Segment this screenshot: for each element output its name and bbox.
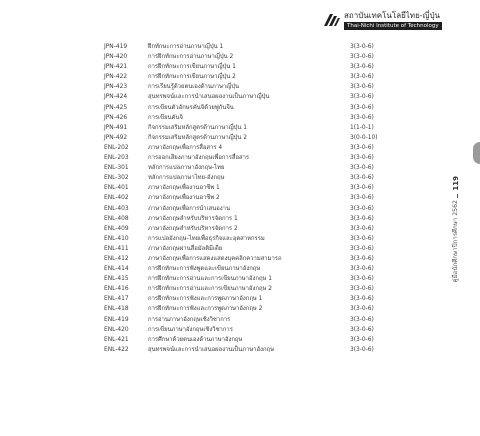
course-credit: 3(3-0-6) [350,215,374,222]
page-header [323,10,473,36]
course-name: การฝึกทักษะการอ่านภาษาญี่ปุ่น 2 [148,54,234,61]
course-credit: 3(3-0-6) [350,54,374,61]
course-name: การเขียนคันจิ [148,114,183,121]
course-row [104,294,374,304]
course-credit: 3(3-0-6) [350,346,374,353]
course-code: ENL-419 [104,316,129,323]
section-label: คู่มือนักศึกษาปีการศึกษา 2562 [452,200,459,283]
course-code: ENL-420 [104,326,129,333]
course-code: JPN-426 [104,114,128,121]
course-code: JPN-420 [104,54,128,61]
course-credit: 3(3-0-6) [350,44,374,50]
course-name: การฝึกทักษะการอ่านและการเขียนภาษาอังกฤษ 2 [148,286,273,293]
course-credit: 3(3-0-6) [350,205,374,212]
course-code: ENL-203 [104,155,129,162]
course-row [104,123,374,133]
course-credit: 3(3-0-6) [350,175,374,182]
course-credit: 3(3-0-6) [350,195,374,202]
course-code: ENL-417 [104,296,129,303]
course-code: ENL-411 [104,245,129,252]
course-code: ENL-414 [104,266,129,273]
course-code: ENL-410 [104,235,129,242]
course-name: สุนทรพจน์และการนำเสนอผลงานเป็นภาษาญี่ปุ่น [148,94,270,101]
course-code: ENL-416 [104,286,129,293]
course-code: ENL-408 [104,215,129,222]
course-row [104,133,378,143]
course-credit: 3(3-0-6) [350,84,374,91]
course-name: หลักการแปลภาษาอังกฤษ-ไทย [148,165,225,172]
course-row [104,103,374,113]
course-row [104,315,374,325]
course-credit: 3(3-0-6) [350,104,374,111]
course-code: JPN-422 [104,74,128,81]
course-name: ภาษาอังกฤษเพื่อการสื่อสาร 4 [148,144,223,151]
course-name: ภาษาอังกฤษเพื่องานอาชีพ 2 [148,195,220,202]
course-row [104,284,374,294]
course-row [104,92,374,102]
course-credit: 3(3-0-6) [350,296,374,303]
course-code: ENL-401 [104,185,129,192]
course-credit: 3(3-0-6) [350,185,374,192]
course-list [104,42,378,355]
course-code: JPN-419 [104,44,128,50]
course-code: JPN-491 [104,124,128,131]
course-name: การออกเสียงภาษาอังกฤษเพื่อการสื่อสาร [148,155,250,162]
course-row [104,82,374,92]
course-row [104,163,374,173]
course-credit: 3(3-0-6) [350,316,374,323]
course-credit: 3(3-0-6) [350,94,374,101]
course-row [104,183,374,193]
course-credit: 3(3-0-6) [350,144,374,151]
course-name: ภาษาอังกฤษเพื่อการแสดงแสดงบุคคลิกความสามารถ [148,255,282,262]
course-name: การฝึกทักษะการเขียนภาษาญี่ปุ่น 1 [148,64,236,71]
course-name: ฝึกทักษะการอ่านภาษาญี่ปุ่น 1 [148,44,224,50]
course-row [104,274,374,284]
course-code: ENL-403 [104,205,129,212]
course-code: ENL-415 [104,276,129,283]
tni-logo-icon [323,13,341,27]
course-code: ENL-402 [104,195,129,202]
course-credit: 1(1-0-1) [350,124,374,131]
page-number: 119 [452,176,460,191]
course-code: JPN-492 [104,134,128,141]
course-code: ENL-301 [104,165,129,172]
course-credit: 3(3-0-6) [350,286,374,293]
course-name: สุนทรพจน์และการนำเสนอผลงานเป็นภาษาอังกฤษ [148,346,275,353]
course-credit: 3(0-0-10) [350,134,378,141]
course-name: การฝึกทักษะการเขียนภาษาญี่ปุ่น 2 [148,74,236,81]
course-code: ENL-422 [104,346,129,353]
course-name: การแปลอังกฤษ-ไทยเพื่อธุรกิจและอุตสาหกรรม [148,235,265,242]
course-row [104,244,374,254]
course-name: กิจกรรมเสริมหลักสูตรด้านภาษาญี่ปุ่น 2 [148,134,248,141]
course-row [104,234,374,244]
course-name: ภาษาอังกฤษเพื่อการนำเสนองาน [148,205,231,212]
course-credit: 3(3-0-6) [350,336,374,343]
side-tab-marker [473,142,480,164]
course-name: การศึกษาด้วยตนเองด้านภาษาอังกฤษ [148,336,243,343]
course-row [104,335,374,345]
course-code: ENL-409 [104,225,129,232]
course-credit: 3(3-0-6) [350,266,374,273]
course-name: การฝึกทักษะการฟังและการพูดภาษาอังกฤษ 1 [148,296,263,303]
course-credit: 3(3-0-6) [350,74,374,81]
course-credit: 3(3-0-6) [350,255,374,262]
course-code: JPN-425 [104,104,128,111]
course-name: ภาษาอังกฤษสำหรับบริหารจัดการ 2 [148,225,238,232]
course-credit: 3(3-0-6) [350,155,374,162]
course-name: การเขียนตัวอักษรคันจิด้วยพู่กันจีน [148,104,234,111]
course-name: การเขียนภาษาอังกฤษเชิงวิชาการ [148,326,233,333]
course-name: การฝึกทักษะการอ่านและการเขียนภาษาอังกฤษ 1 [148,276,273,283]
course-row [104,113,374,123]
course-row [104,52,374,62]
course-row [104,193,374,203]
course-name: ภาษาอังกฤษผ่านสื่อมัลติมีเดีย [148,245,223,252]
course-code: ENL-418 [104,306,129,313]
course-name: หลักการแปลภาษาไทย-อังกฤษ [148,175,225,182]
course-row [104,153,374,163]
course-code: JPN-421 [104,64,128,71]
course-row [104,204,374,214]
course-row [104,143,374,153]
course-name: การฝึกทักษะการฟังและการพูดภาษาอังกฤษ 2 [148,306,263,313]
course-code: ENL-202 [104,144,129,151]
course-credit: 3(3-0-6) [350,326,374,333]
course-code: JPN-424 [104,94,128,101]
course-credit: 3(3-0-6) [350,306,374,313]
course-credit: 3(3-0-6) [350,64,374,71]
course-row [104,42,374,52]
course-name: กิจกรรมเสริมหลักสูตรด้านภาษาญี่ปุ่น 1 [148,124,248,131]
course-row [104,214,374,224]
course-row [104,224,374,234]
course-credit: 3(3-0-6) [350,225,374,232]
course-row [104,72,374,82]
course-row [104,345,374,355]
divider [457,194,458,198]
course-name: ภาษาอังกฤษเพื่องานอาชีพ 1 [148,185,220,192]
course-name: การเรียนรู้ด้วยตนเองด้านภาษาญี่ปุ่น [148,84,240,91]
course-code: ENL-412 [104,255,129,262]
course-row [104,264,374,274]
course-name: การอ่านภาษาอังกฤษเชิงวิชาการ [148,316,231,323]
course-row [104,173,374,183]
course-row [104,62,374,72]
course-name: การฝึกทักษะการฟังพูดและเขียนภาษาอังกฤษ [148,266,261,273]
course-credit: 3(3-0-6) [350,114,374,121]
course-credit: 3(3-0-6) [350,245,374,252]
institute-name-english: Thai-Nichi Institute of Technology [344,22,442,30]
course-credit: 3(3-0-6) [350,165,374,172]
course-row [104,325,374,335]
course-code: ENL-421 [104,336,129,343]
course-row [104,304,374,314]
course-code: JPN-423 [104,84,128,91]
course-row [104,254,374,264]
course-code: ENL-302 [104,175,129,182]
course-name: ภาษาอังกฤษสำหรับบริหารจัดการ 1 [148,215,238,222]
institute-name-thai: สถาบันเทคโนโลยีไทย-ญี่ปุ่น [344,11,441,20]
course-credit: 3(3-0-6) [350,235,374,242]
course-credit: 3(3-0-6) [350,276,374,283]
